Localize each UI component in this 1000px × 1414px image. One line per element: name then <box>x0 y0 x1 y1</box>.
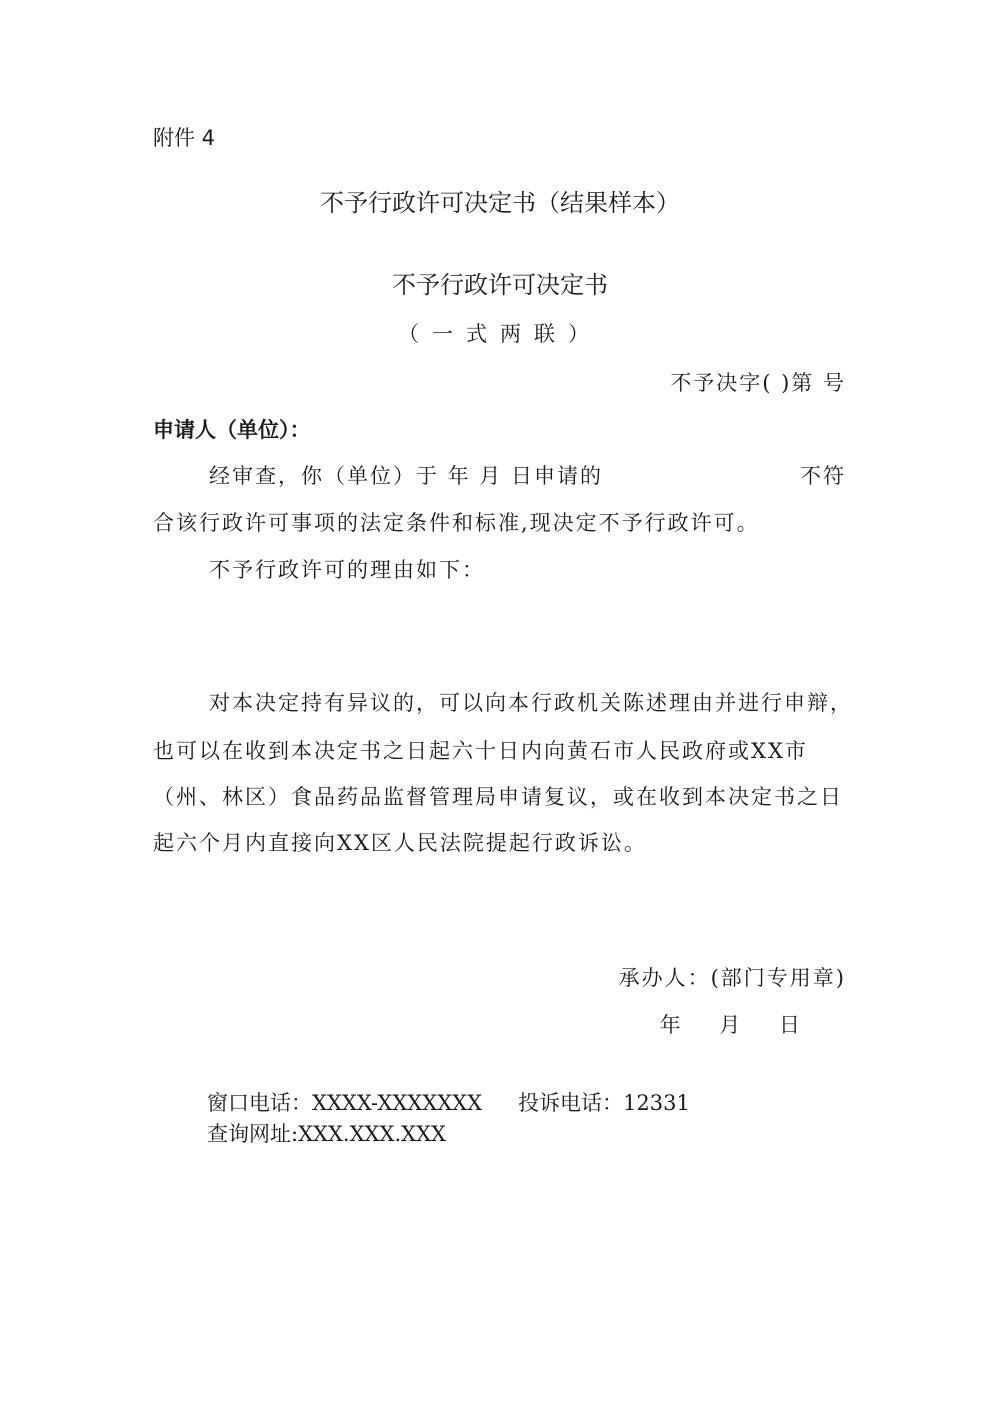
complaint-phone-label: 投诉电话： <box>518 1091 624 1115</box>
query-url-label: 查询网址: <box>207 1122 299 1146</box>
window-phone-label: 窗口电话： <box>207 1091 312 1115</box>
handler-seal-label: 承办人：(部门专用章) <box>618 966 846 990</box>
paragraph2-reasons-heading: 不予行政许可的理由如下： <box>209 558 485 582</box>
applicant-label: 申请人（单位）： <box>153 418 311 442</box>
window-phone-value: XXXX-XXXXXXX <box>312 1091 483 1115</box>
document-number: 不予决字( )第 号 <box>670 371 846 395</box>
attachment-label: 附件 4 <box>153 126 216 150</box>
paragraph3-line2: 也可以在收到本决定书之日起六十日内向黄石市人民政府或XX市 <box>153 739 808 763</box>
paragraph1-line1: 经审查，你（单位）于 年 月 日申请的 <box>209 464 604 488</box>
document-title: 不予行政许可决定书（结果样本） <box>320 189 680 217</box>
query-url-line <box>207 1124 446 1145</box>
complaint-phone-value: 12331 <box>623 1091 690 1115</box>
signature-date: 年 月 日 <box>659 1013 802 1037</box>
contact-phones-line <box>207 1093 690 1114</box>
paragraph1-line2: 合该行政许可事项的法定条件和标准,现决定不予行政许可。 <box>153 511 760 535</box>
paragraph1-line1-end: 不符 <box>800 464 846 488</box>
paragraph3-line4: 起六个月内直接向XX区人民法院提起行政诉讼。 <box>153 831 647 855</box>
copies-note: （一式两联） <box>398 322 602 346</box>
query-url-value: XXX.XXX.XXX <box>298 1122 446 1146</box>
form-title: 不予行政许可决定书 <box>392 271 608 299</box>
paragraph3-line1: 对本决定持有异议的，可以向本行政机关陈述理由并进行申辩， <box>209 691 853 715</box>
paragraph3-line3: （州、林区）食品药品监督管理局申请复议，或在收到本决定书之日 <box>153 785 843 809</box>
